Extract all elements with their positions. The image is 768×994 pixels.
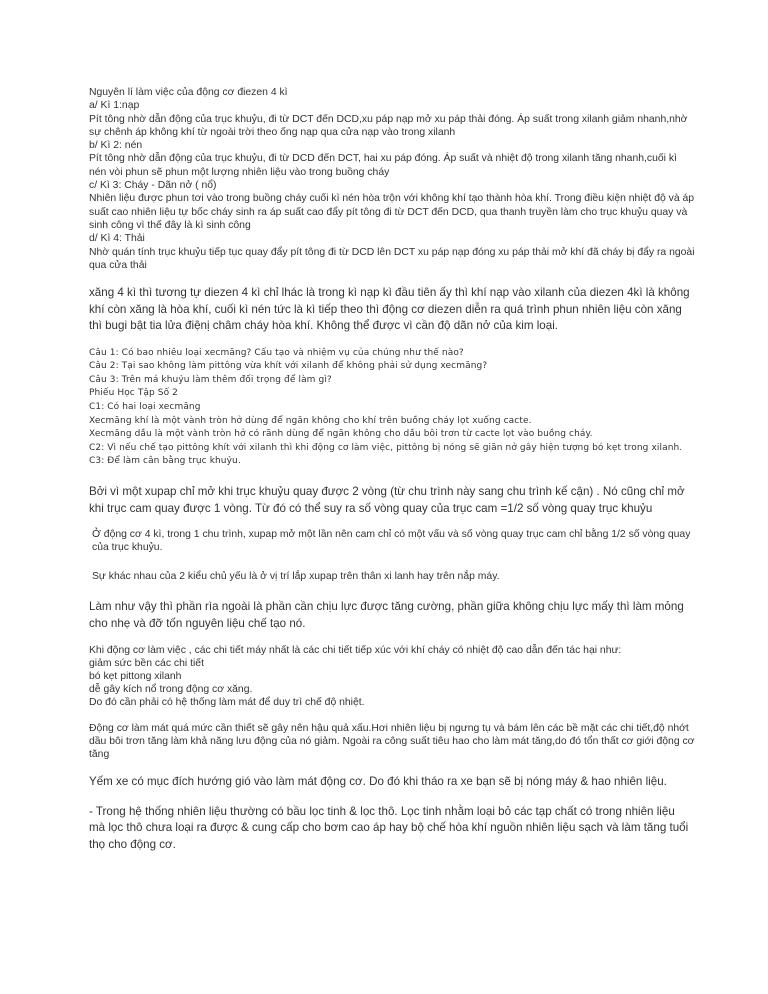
text-line: sinh công vì thế đây là kì sinh công (89, 219, 251, 231)
text-line: Xecmăng khí là một vành tròn hở dùng để ngăn không cho khí trên buồng cháy lọt xuống cacte. (89, 415, 532, 426)
text-line: Sự khác nhau của 2 kiểu chủ yếu là ở vị trí lắp xupap trên thân xi lanh hay trên nắp máy. (92, 571, 500, 582)
text-line: Động cơ làm mát quá mức cần thiết sẽ gây nên hậu quả xấu.Hơi nhiên liệu bị ngưng tụ và bám lên các bề mặt các chi tiết,độ nhớt (89, 723, 689, 734)
text-line: C3: Để làm cân bằng trục khuỷu. (89, 456, 241, 467)
text-line: giảm sức bền các chi tiết (89, 658, 204, 669)
text-line: thì bugi bật tia lửa điệnị châm cháy hòa khí. Không thể được vì cần độ dãn nở của kim loại. (89, 319, 558, 333)
text-line: dầu bôi trơn tăng làm khả năng lưu động của nó giảm. Ngoài ra công suất tiêu hao cho làm mát tăng,do đó tổn thất cơ giới động cơ (89, 736, 695, 747)
text-line: khi trục cam quay được 1 vòng. Từ đó có thể suy ra số vòng quay của trục cam =1/2 số vòng quay trục khuỷu (89, 501, 653, 515)
text-line: b/ Kì 2: nén (89, 140, 143, 152)
text-line: C1: Có hai loại xecmăng (89, 402, 201, 413)
section-rim-strength (89, 599, 689, 632)
text-line: dễ gây kích nổ trong động cơ xăng. (89, 684, 253, 695)
text-line: - Trong hệ thống nhiên liệu thường có bầu lọc tinh & lọc thô. Lọc tinh nhằm loại bỏ các tạp chất có trong nhiên liệu (89, 804, 675, 818)
text-line: Khi động cơ làm việc , các chi tiết máy nhất là các chi tiết tiếp xúc với khí cháy có nhiệt độ cao dẫn đến tác hại như: (89, 645, 622, 656)
text-line: suất cao nhiên liệu tự bốc cháy sinh ra áp suất cao đẩy pít tông đi từ DCT đến DCD, qua thanh truyền làm cho trục khuỷu quay và (89, 206, 688, 218)
text-line: cho nhẹ và đỡ tốn nguyên liệu chế tạo nó. (89, 616, 306, 630)
text-line: qua cửa thải (89, 259, 147, 271)
text-line: Xecmăng dầu là một vành tròn hở có rãnh dùng để ngăn không cho dầu bôi trơn từ cacte lọt vào buồng cháy. (89, 429, 593, 440)
text-line: Yếm xe có mục đích hướng gió vào làm mát động cơ. Do đó khi tháo ra xe bạn sẽ bị nóng máy & hao nhiên liệu. (89, 775, 667, 788)
doc-title: Nguyên lí làm việc của động cơ điezen 4 kì (89, 87, 288, 98)
section-valve-position (89, 570, 689, 583)
text-line: Câu 1: Có bao nhiêu loại xecmăng? Cấu tạo và nhiệm vụ của chúng như thế nào? (89, 347, 464, 358)
section-cam-lobe (89, 528, 689, 554)
text-line: thọ cho động cơ. (89, 837, 176, 851)
text-line: Nhiên liệu được phun tơi vào trong buồng cháy cuối kì nén hòa trộn với không khí tạo thành hòa khí. Trong điều kiện nhiệt độ và áp (89, 193, 695, 205)
section-fairing (89, 774, 689, 791)
text-line: C2: Vì nếu chế tạo pittông khít với xilanh thì khi động cơ làm việc, pittông bị nóng sẽ giãn nở gây hiện tượng bó kẹt trong xilanh. (89, 442, 683, 453)
section-diesel-principle (89, 86, 695, 272)
section-fuel-filters (89, 804, 689, 854)
text-line: Câu 3: Trên má khuỷu làm thêm đối trọng để làm gì? (89, 374, 332, 385)
section-cooling-need (89, 644, 689, 709)
text-line: bó kẹt pittong xilanh (89, 671, 182, 682)
text-line: sự chênh áp không khí từ ngoài trời theo ống nạp qua cửa nạp vào trong xilanh (89, 126, 456, 138)
text-line: Pít tông nhờ dẫn động của trục khuỷu, đi từ DCD đến DCT, hai xu páp đóng. Áp suất và nhiệt độ trong xilanh tăng nhanh,cuối kì (89, 153, 677, 165)
section-camshaft-ratio (89, 484, 689, 517)
text-line: của trục khuỷu. (92, 542, 163, 553)
text-line: mà lọc thô chưa loại ra được & cung cấp cho bơm cao áp hay bộ chế hòa khí nguồn nhiên liệu sạch và làm tăng tuổi (89, 821, 689, 834)
document-page (89, 86, 695, 853)
section-overcooling (89, 722, 695, 761)
text-line: Câu 2: Tại sao không làm pittông vừa khít với xilanh để không phải sử dụng xecmăng? (89, 361, 488, 372)
text-line: xăng 4 kì thì tương tự diezen 4 kì chỉ lhác là trong kì nạp kì đầu tiên ấy thì khí nạp vào xilanh của diezen 4kì là không (89, 286, 690, 300)
text-line: nén vòi phun sẽ phun một lượng nhiên liệu vào trong buồng cháy (89, 166, 390, 178)
text-line: khí còn xăng là hòa khí, cuối kì nén tức là kì tiếp theo thì động cơ diezen diễn ra quá trình phun nhiên liệu còn xăng (89, 302, 682, 316)
text-line: Phiếu Học Tập Số 2 (89, 388, 179, 399)
text-line: Bởi vì một xupap chỉ mở khi trục khuỷu quay được 2 vòng (từ chu trình này sang chu trình kế cận) . Nó cũng chỉ mở (89, 485, 685, 498)
section-petrol-comparison (89, 285, 689, 335)
text-line: tăng (89, 749, 110, 760)
text-line: Nhờ quán tính trục khuỷu tiếp tục quay đẩy pít tông đi từ DCD lên DCT xu páp nạp đóng xu páp thải mở khí đã cháy bị đẩy ra ngoài (89, 246, 695, 258)
text-line: d/ Kì 4: Thải (89, 233, 145, 245)
text-line: Ở động cơ 4 kì, trong 1 chu trình, xupap mở một lần nên cam chỉ có một vấu và số vòng quay trục cam chỉ bằng 1/2 số vòng quay (92, 529, 691, 540)
text-line: a/ Kì 1:nạp (89, 100, 140, 112)
text-line: Làm như vậy thì phần rìa ngoài là phần cần chịu lực được tăng cường, phần giữa không chịu lực mấy thì làm mỏng (89, 600, 684, 613)
text-line: Pít tông nhờ dẫn động của trục khuỷu, đi từ DCT đến DCD,xu páp nạp mở xu páp thải đóng. Áp suất trong xilanh giảm nhanh,nhờ (89, 113, 688, 125)
text-line: Do đó cần phải có hệ thống làm mát để duy trì chế độ nhiệt. (89, 697, 365, 708)
text-line: c/ Kì 3: Cháy - Dãn nở ( nổ) (89, 180, 217, 192)
section-worksheet-questions (89, 347, 689, 469)
